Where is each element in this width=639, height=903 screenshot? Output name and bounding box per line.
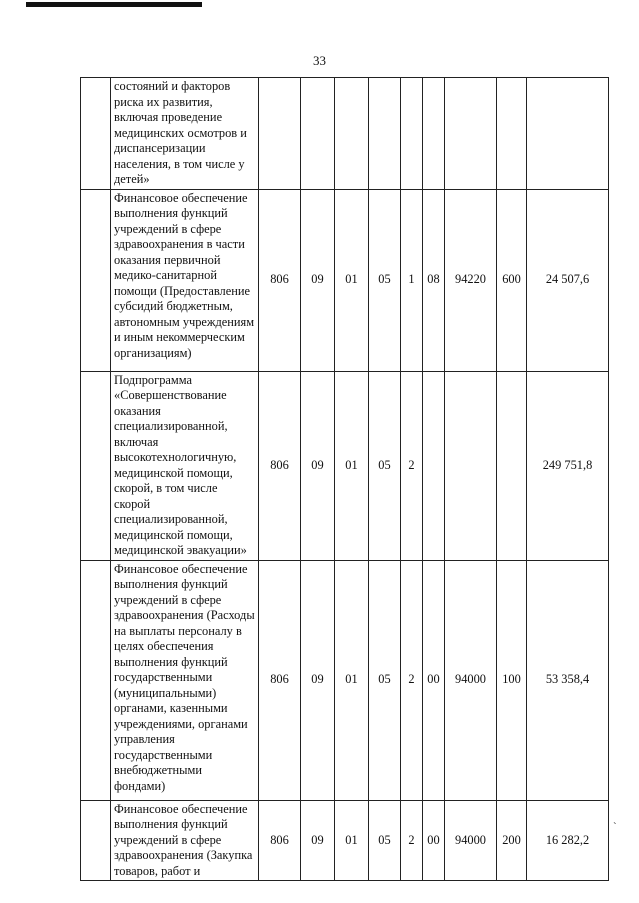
row-description: состояний и факторов риска их развития, включая проведение медицинских осмотров и диспансеризации населения, в том числе у детей» <box>111 78 259 190</box>
row-number-cell <box>81 78 111 190</box>
direction-code: 08 <box>423 189 445 371</box>
amount-cell: 249 751,8 <box>527 371 609 560</box>
table-row <box>81 189 609 371</box>
direction-code: 00 <box>423 560 445 800</box>
ministry-code: 806 <box>259 371 301 560</box>
program-code <box>369 78 401 190</box>
row-description: Финансовое обеспечение выполнения функций учреждений в сфере здравоохранения в части оказания первичной медико-санитарной помощи (Предоставление субсидий бюджетным, автономным учреждениям и иным некоммерческим организациям) <box>111 189 259 371</box>
section-code: 09 <box>301 189 335 371</box>
subsection-code: 01 <box>335 800 369 881</box>
program-code: 05 <box>369 371 401 560</box>
row-number-cell <box>81 560 111 800</box>
row-number-cell <box>81 800 111 881</box>
expense-type-code <box>497 78 527 190</box>
subprogram-code: 2 <box>401 371 423 560</box>
direction-code <box>423 78 445 190</box>
expense-code <box>445 371 497 560</box>
subsection-code <box>335 78 369 190</box>
amount-cell: 53 358,4 <box>527 560 609 800</box>
section-code <box>301 78 335 190</box>
section-code: 09 <box>301 800 335 881</box>
amount-cell: 24 507,6 <box>527 189 609 371</box>
ministry-code: 806 <box>259 189 301 371</box>
row-number-cell <box>81 189 111 371</box>
scan-edge-bar <box>26 2 202 7</box>
table-row <box>81 800 609 881</box>
expense-type-code: 600 <box>497 189 527 371</box>
subsection-code: 01 <box>335 189 369 371</box>
expense-code: 94000 <box>445 800 497 881</box>
subprogram-code: 2 <box>401 560 423 800</box>
program-code: 05 <box>369 800 401 881</box>
subsection-code: 01 <box>335 371 369 560</box>
subprogram-code <box>401 78 423 190</box>
expense-type-code: 200 <box>497 800 527 881</box>
budget-table <box>80 77 609 881</box>
expense-code: 94220 <box>445 189 497 371</box>
row-number-cell <box>81 371 111 560</box>
table-row <box>81 371 609 560</box>
row-description: Подпрограмма «Совершенствование оказания специализированной, включая высокотехнологичную, медицинской помощи, скорой, в том числе скорой специализированной, медицинской помощи, медицинской эвакуации» <box>111 371 259 560</box>
ministry-code: 806 <box>259 560 301 800</box>
ministry-code <box>259 78 301 190</box>
row-description: Финансовое обеспечение выполнения функций учреждений в сфере здравоохранения (Расходы на выплаты персоналу в целях обеспечения выполнения функций государственными (муниципальными) органами, казенными учреждениями, органами управления государственными внебюджетными фондами) <box>111 560 259 800</box>
expense-code: 94000 <box>445 560 497 800</box>
section-code: 09 <box>301 371 335 560</box>
direction-code: 00 <box>423 800 445 881</box>
subsection-code: 01 <box>335 560 369 800</box>
section-code: 09 <box>301 560 335 800</box>
amount-cell <box>527 78 609 190</box>
table-row <box>81 560 609 800</box>
row-description: Финансовое обеспечение выполнения функций учреждений в сфере здравоохранения (Закупка товаров, работ и <box>111 800 259 881</box>
program-code: 05 <box>369 189 401 371</box>
margin-mark: ` <box>613 821 617 833</box>
subprogram-code: 1 <box>401 189 423 371</box>
ministry-code: 806 <box>259 800 301 881</box>
expense-type-code <box>497 371 527 560</box>
direction-code <box>423 371 445 560</box>
subprogram-code: 2 <box>401 800 423 881</box>
table-row <box>81 78 609 190</box>
expense-code <box>445 78 497 190</box>
amount-cell: 16 282,2 <box>527 800 609 881</box>
program-code: 05 <box>369 560 401 800</box>
page-number: 33 <box>313 53 326 68</box>
expense-type-code: 100 <box>497 560 527 800</box>
